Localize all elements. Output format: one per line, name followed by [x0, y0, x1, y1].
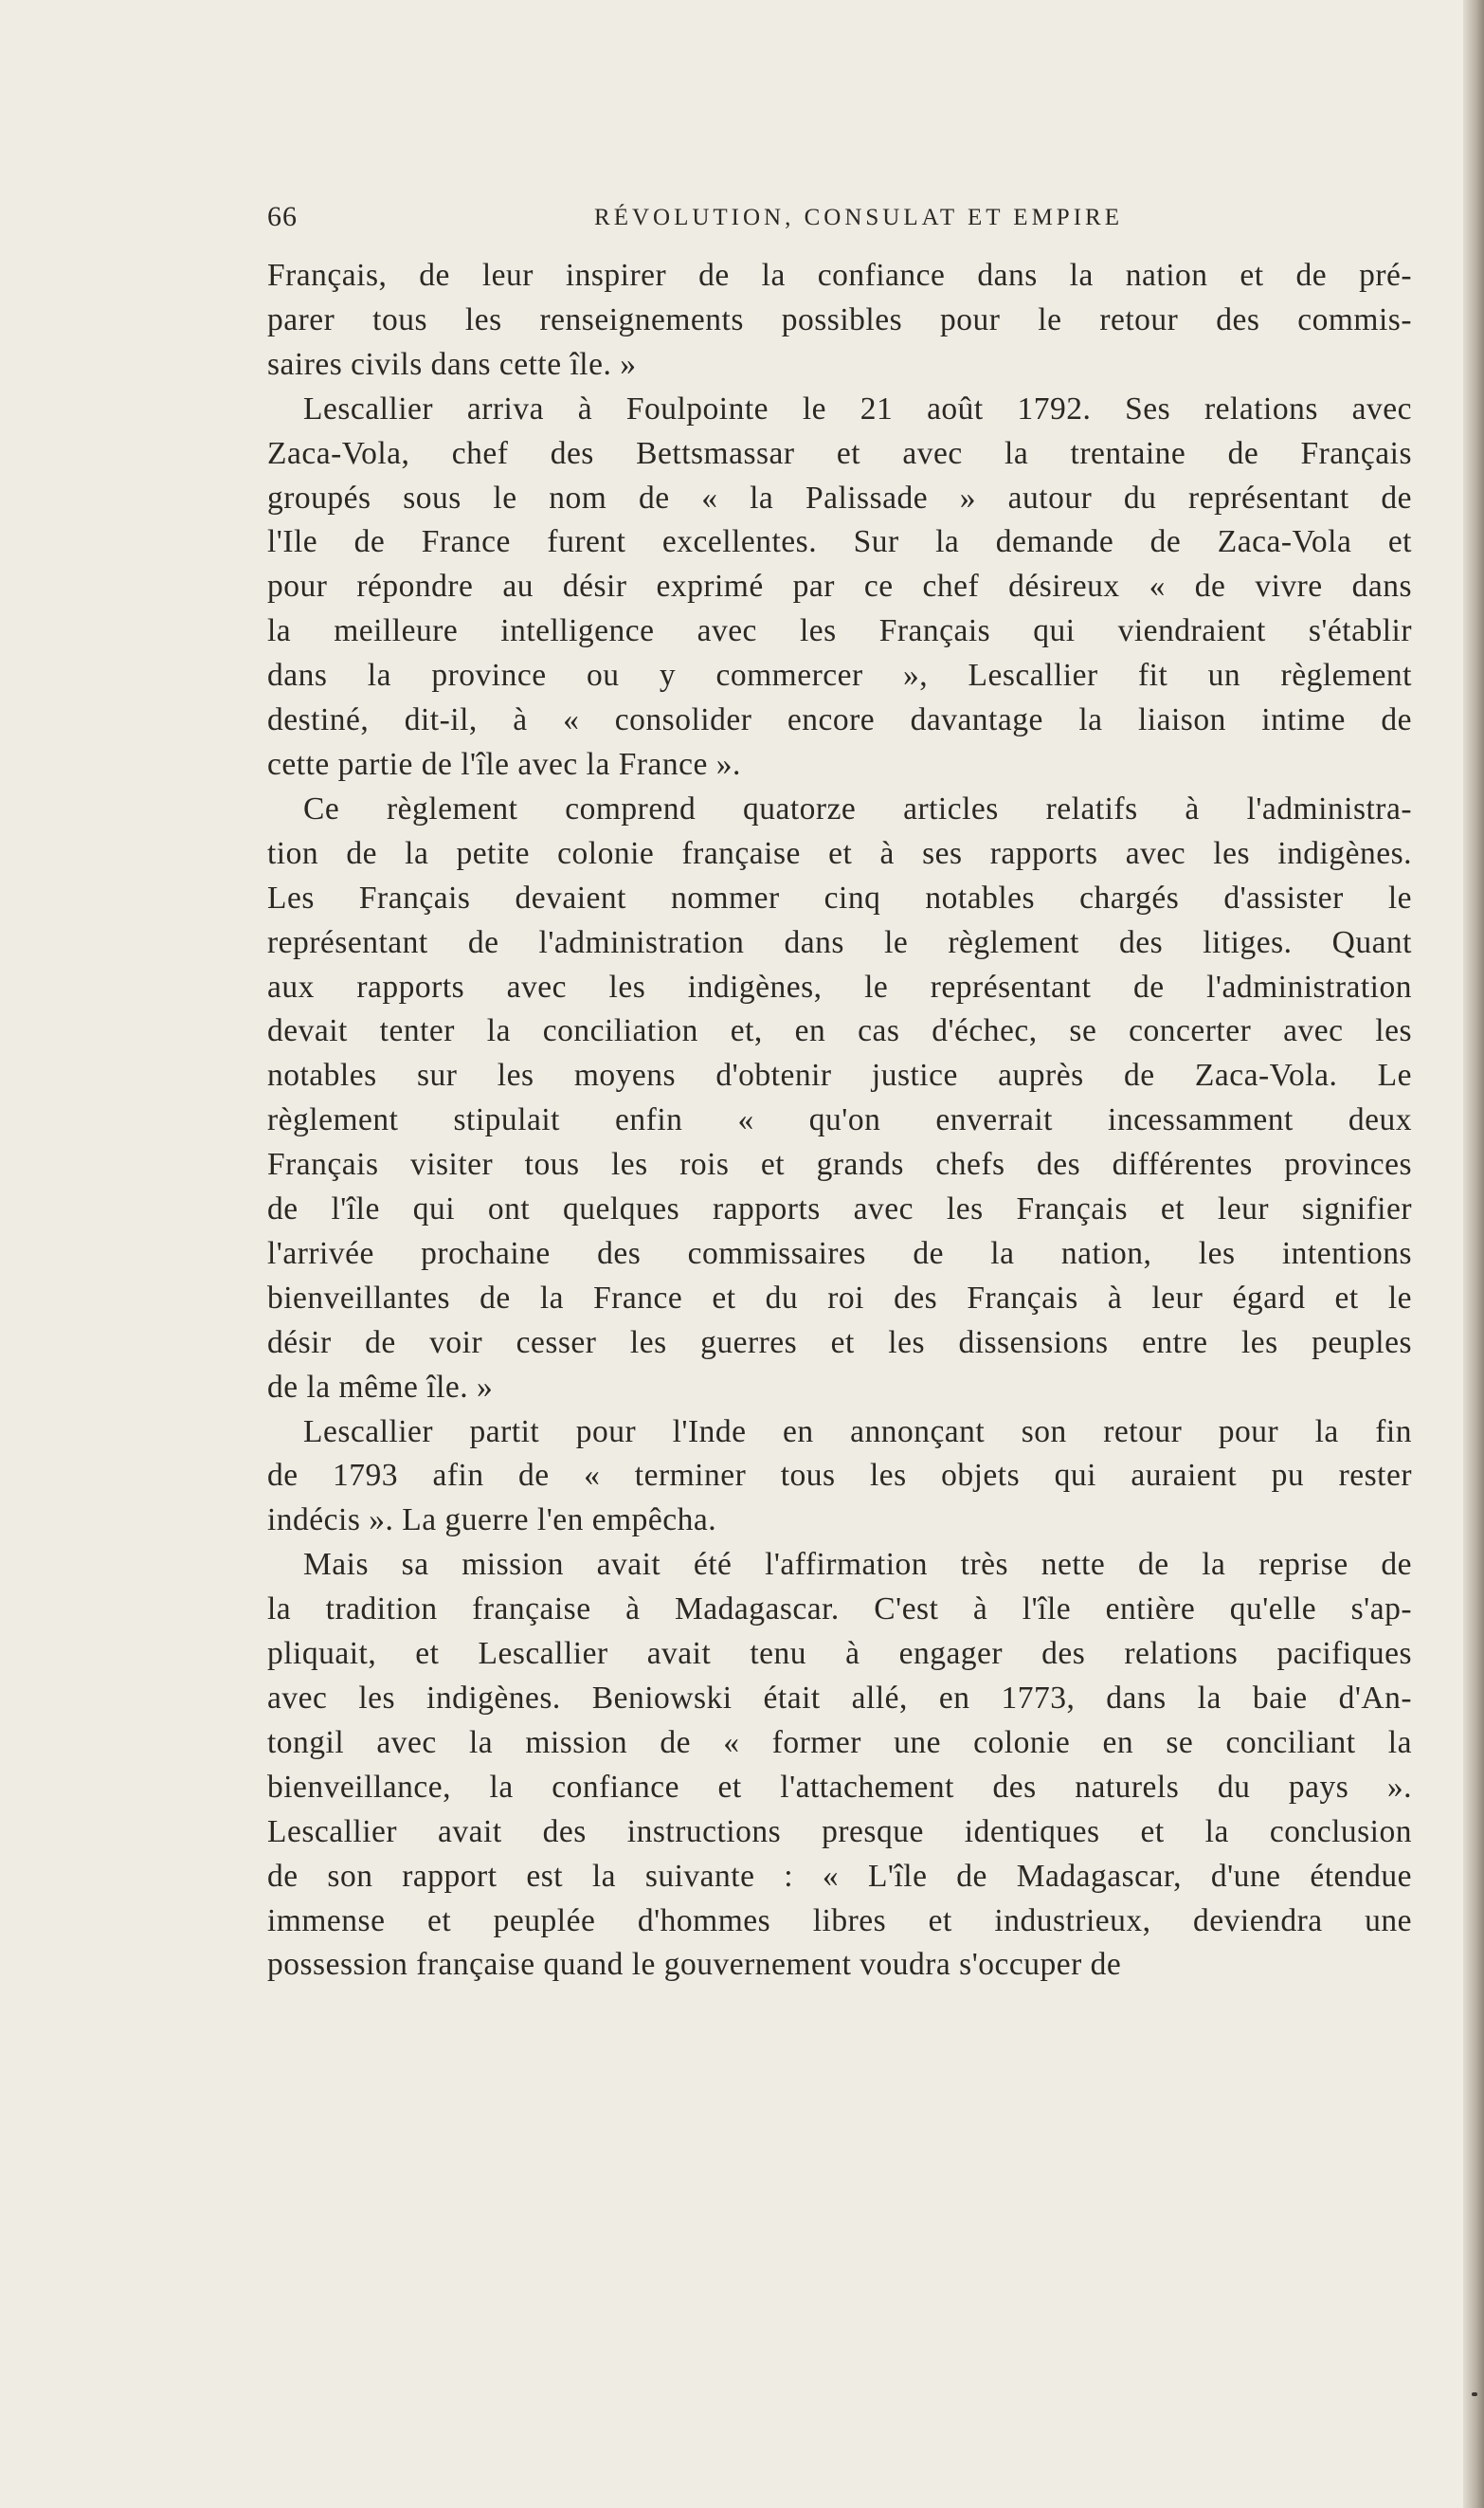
text-line: Français visiter tous les rois et grands chefs des différentes provinces	[267, 1147, 1412, 1183]
text-line: désir de voir cesser les guerres et les dissensions entre les peuples	[267, 1324, 1412, 1360]
text-line: tongil avec la mission de « former une colonie en se conciliant la	[267, 1724, 1412, 1760]
text-line: notables sur les moyens d'obtenir justice auprès de Zaca-Vola. Le	[267, 1058, 1412, 1094]
paragraph	[267, 388, 1412, 788]
text-line: aux rapports avec les indigènes, le représentant de l'administration	[267, 969, 1412, 1005]
running-title: RÉVOLUTION, CONSULAT ET EMPIRE	[594, 205, 1123, 230]
text-line: saires civils dans cette île. »	[267, 346, 637, 382]
text-line: la tradition française à Madagascar. C'est à l'île entière qu'elle s'ap-	[267, 1591, 1412, 1627]
text-line: groupés sous le nom de « la Palissade » autour du représentant de	[267, 480, 1412, 516]
text-line: destiné, dit-il, à « consolider encore davantage la liaison intime de	[267, 702, 1412, 738]
text-line: Les Français devaient nommer cinq notables chargés d'assister le	[267, 880, 1412, 916]
text-line: devait tenter la conciliation et, en cas d'échec, se concerter avec les	[267, 1013, 1412, 1049]
text-line: l'Ile de France furent excellentes. Sur la demande de Zaca-Vola et	[267, 524, 1412, 560]
text-line: Lescallier arriva à Foulpointe le 21 août 1792. Ses relations avec	[303, 391, 1412, 427]
text-line: de son rapport est la suivante : « L'île de Madagascar, d'une étendue	[267, 1858, 1412, 1894]
text-line: la meilleure intelligence avec les Français qui viendraient s'établir	[267, 613, 1412, 649]
body-text	[267, 254, 1412, 1988]
text-line: indécis ». La guerre l'en empêcha.	[267, 1502, 717, 1538]
text-line: Ce règlement comprend quatorze articles relatifs à l'administra-	[303, 791, 1412, 827]
book-page	[267, 201, 1412, 1988]
paragraph	[267, 1410, 1412, 1544]
text-line: Français, de leur inspirer de la confiance dans la nation et de pré-	[267, 258, 1412, 293]
text-line: représentant de l'administration dans le règlement des litiges. Quant	[267, 924, 1412, 960]
text-line: dans la province ou y commercer », Lescallier fit un règlement	[267, 658, 1412, 694]
paragraph	[267, 1543, 1412, 1988]
text-line: possession française quand le gouvernement voudra s'occuper de	[267, 1947, 1122, 1983]
text-line: Zaca-Vola, chef des Bettsmassar et avec la trentaine de Français	[267, 435, 1412, 471]
text-line: pliquait, et Lescallier avait tenu à engager des relations pacifiques	[267, 1636, 1412, 1672]
text-line: tion de la petite colonie française et à ses rapports avec les indigènes.	[267, 835, 1412, 871]
page-binding-edge	[1463, 0, 1484, 2508]
text-line: règlement stipulait enfin « qu'on enverrait incessamment deux	[267, 1102, 1412, 1138]
paragraph	[267, 254, 1412, 388]
text-line: bienveillantes de la France et du roi des Français à leur égard et le	[267, 1280, 1412, 1316]
text-line: Mais sa mission avait été l'affirmation très nette de la reprise de	[303, 1547, 1412, 1583]
text-line: immense et peuplée d'hommes libres et industrieux, deviendra une	[267, 1902, 1412, 1938]
paragraph	[267, 788, 1412, 1410]
text-line: de 1793 afin de « terminer tous les objets qui auraient pu rester	[267, 1458, 1412, 1494]
text-line: cette partie de l'île avec la France ».	[267, 746, 741, 782]
text-line: Lescallier avait des instructions presque identiques et la conclusion	[267, 1813, 1412, 1849]
text-line: de la même île. »	[267, 1369, 494, 1405]
running-head	[267, 201, 1412, 239]
text-line: parer tous les renseignements possibles pour le retour des commis-	[267, 301, 1412, 337]
text-line: pour répondre au désir exprimé par ce chef désireux « de vivre dans	[267, 569, 1412, 605]
text-line: bienveillance, la confiance et l'attachement des naturels du pays ».	[267, 1769, 1412, 1805]
text-line: avec les indigènes. Beniowski était allé, en 1773, dans la baie d'An-	[267, 1681, 1412, 1716]
text-line: l'arrivée prochaine des commissaires de la nation, les intentions	[267, 1235, 1412, 1271]
page-number: 66	[267, 201, 298, 232]
print-speck	[1472, 2392, 1477, 2396]
text-line: de l'île qui ont quelques rapports avec les Français et leur signifier	[267, 1191, 1412, 1227]
text-line: Lescallier partit pour l'Inde en annonçant son retour pour la fin	[303, 1413, 1412, 1449]
